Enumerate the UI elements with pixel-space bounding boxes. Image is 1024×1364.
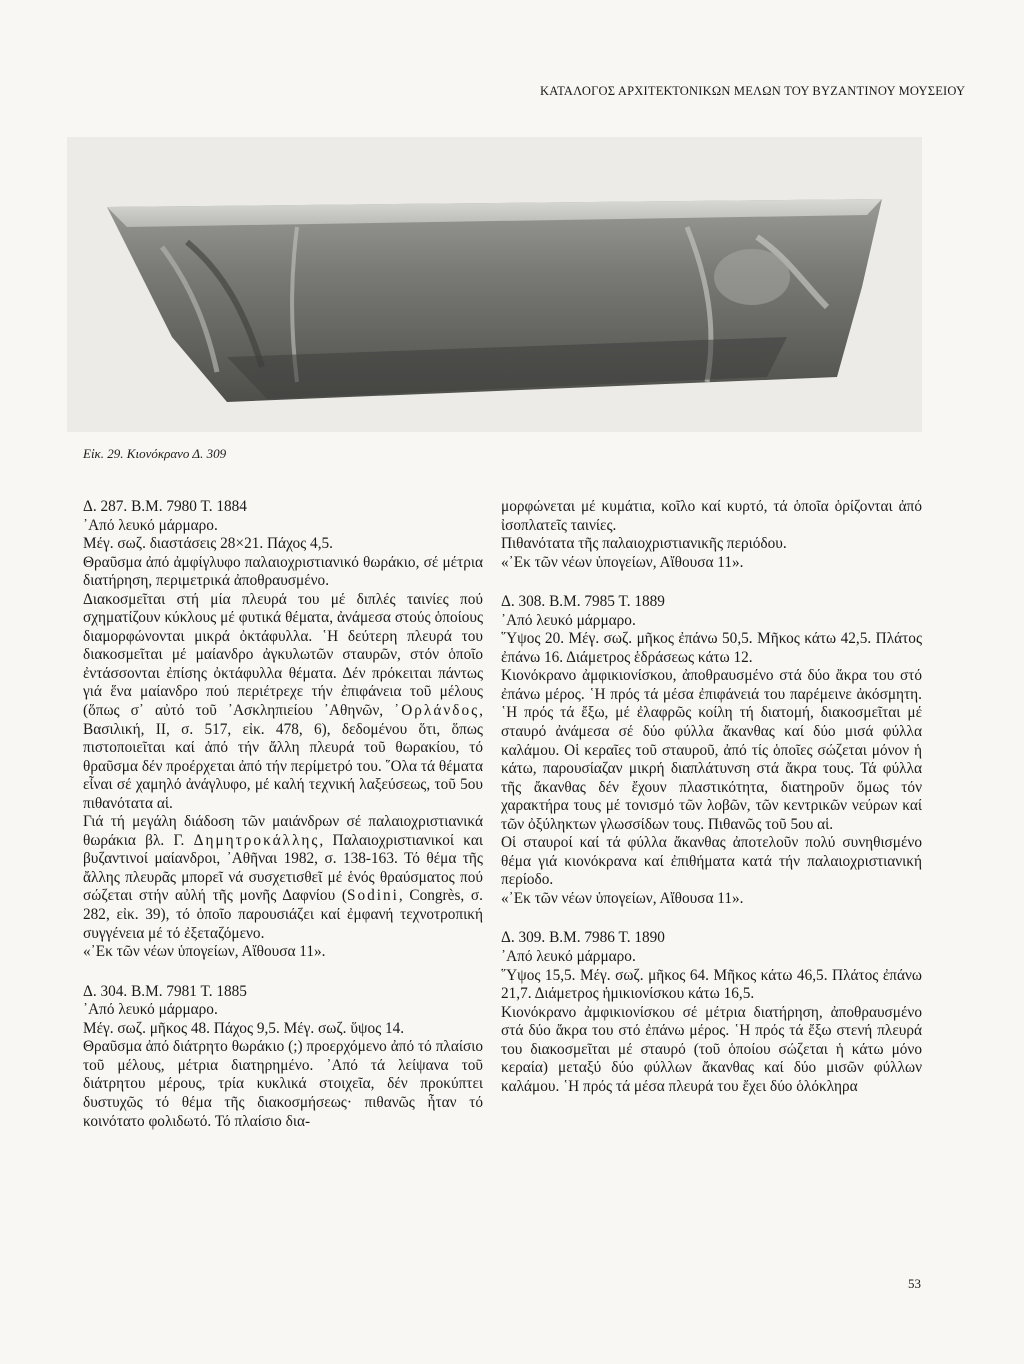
entry-309-description: Κιονόκρανο ἀμφικιονίσκου σέ μέτρια διατήρηση, ἀποθραυσμένο στά δύο ἄκρα του στό ἐπάνω μέρος. ῾Η πρός τά ἔξω στενή πλευρά του διακοσμεῖται μέ σταυρό (τοῦ ὁποίου σώζεται ἡ κάτω μόνο κεραία) μεταξύ δύο φύλλων ἄκανθας καί δύο μισῶν φύλλων καλάμου. ῾Η πρός τά μέσα πλευρά του ἔχει δύο ὁλόκληρα: [501, 1003, 922, 1095]
entry-308-material: ᾿Από λευκό μάρμαρο.: [501, 611, 636, 629]
author-sodini: Sodini: [346, 887, 399, 905]
entry-287-decoration-cont: , Βασιλική, ΙΙ, σ. 517, εἰκ. 478, 6), δεδομένου ὅτι, ὅπως πιστοποιεῖται καί ἀπό τήν ἄλλη πλευρά τοῦ θωρακίου, τό θραῦσμα δέν προέρχεται ἀπό τήν περίμετρό του. ῞Ολα τά θέματα εἶναι σέ χαμηλό ἀνάγλυφο, μέ καλή τεχνική λαξεύσεως, τοῦ 5ου πιθανότατα αἱ.: [83, 702, 483, 812]
entry-287-comparanda: [83, 813, 483, 943]
entry-308-comparanda: Οἱ σταυροί καί τά φύλλα ἄκανθας ἀποτελοῦν πολύ συνηθισμένο θέμα γιά κιονόκρανα καί ἐπιθήματα κατά τήν παλαιοχριστιανική περίοδο.: [501, 834, 922, 889]
entry-304-material: ᾿Από λευκό μάρμαρο.: [83, 1001, 218, 1019]
capital-photo-graphic: [67, 137, 922, 432]
figure-caption: Εἰκ. 29. Κιονόκρανο Δ. 309: [83, 446, 227, 461]
entry-308-dimensions: ῞Υψος 20. Μέγ. σωζ. μῆκος ἐπάνω 50,5. Μῆκος κάτω 42,5. Πλάτος ἐπάνω 16. Διάμετρος ἑδράσεως κάτω 12.: [501, 630, 922, 666]
page-number: 53: [908, 1276, 921, 1291]
author-dimitrokallis: Δημητροκάλλης: [193, 831, 320, 849]
entry-304-description: Θραῦσμα ἀπό διάτρητο θωράκιο (;) προερχόμενο ἀπό τό πλαίσιο τοῦ μέλους, μέτρια διατηρημένο. ᾿Από τά λείψανα τοῦ διάτρητου μέρους, τρία κυκλικά στοιχεῖα, δέν προκύπτει δυστυχῶς τό θέμα τῆς διακοσμήσεως· πιθανῶς ἦταν τό κοινότατο φολιδωτό. Τό πλαίσιο δια-: [83, 1038, 483, 1130]
entry-309-dimensions: ῞Υψος 15,5. Μέγ. σωζ. μῆκος 64. Μῆκος κάτω 46,5. Πλάτος ἐπάνω 21,7. Διάμετρος ἡμικιονίσκου κάτω 16,5.: [501, 966, 922, 1003]
entry-287-material: ᾿Από λευκό μάρμαρο.: [83, 516, 218, 534]
entry-304-continuation: μορφώνεται μέ κυμάτια, κοῖλο καί κυρτό, τά ὁποῖα ὁρίζονται ἀπό ἰσοπλατεῖς ταινίες.: [501, 498, 922, 534]
entry-287-comparanda-end: , Congrès, σ. 282, εἰκ. 39), τό ὁποῖο παρουσιάζει καί ἐμφανή τεχνοτροπική συγγένεια μέ τό ἐξεταζόμενο.: [83, 887, 483, 942]
entry-304-dating: Πιθανότατα τῆς παλαιοχριστιανικῆς περιόδου.: [501, 535, 787, 553]
entry-287-comparanda-text: Γιά τή μεγάλη διάδοση τῶν μαιάνδρων σέ παλαιοχριστιανικά θωράκια βλ. Γ.: [83, 813, 483, 849]
author-orlandos: ᾿Ορλάνδος: [394, 702, 480, 720]
entry-308-heading: Δ. 308. Β.Μ. 7985 Τ. 1889: [501, 593, 665, 611]
running-header: ΚΑΤΑΛΟΓΟΣ ΑΡΧΙΤΕΚΤΟΝΙΚΩΝ ΜΕΛΩΝ ΤΟΥ ΒΥΖΑΝΤΙΝΟΥ ΜΟΥΣΕΙΟΥ: [540, 84, 966, 98]
entry-309-heading: Δ. 309. Β.Μ. 7986 Τ. 1890: [501, 929, 665, 947]
right-column: [501, 498, 922, 1096]
entry-287-decoration: [83, 591, 483, 814]
entry-304-dimensions: Μέγ. σωζ. μῆκος 48. Πάχος 9,5. Μέγ. σωζ. ὕψος 14.: [83, 1019, 405, 1037]
entry-308-provenance: «᾿Εκ τῶν νέων ὑπογείων, Αἴθουσα 11».: [501, 889, 744, 907]
entry-308-description: Κιονόκρανο ἀμφικιονίσκου, ἀποθραυσμένο στά δύο ἄκρα του στό ἐπάνω μέρος. ῾Η πρός τά μέσα ἐπιφάνειά του παρέμεινε ἀκόσμητη. ῾Η πρός τά ἔξω, μέ ἐλαφρῶς κοίλη τή διατομή, διακοσμεῖται μέ σταυρό ἀνάμεσα σέ δύο φύλλα ἄκανθας καί δύο μισά φύλλα καλάμου. Οἱ κεραῖες τοῦ σταυροῦ, ἀπό τίς ὁποῖες σώζεται μόνον ἡ κάτω, παρουσίαζαν μικρή διαπλάτυνση στά ἄκρα τους. Τά φύλλα τῆς ἄκανθας δέν ἔχουν πλαστικότητα, διατηροῦν ὅμως τόν χαρακτήρα τους μέ τονισμό τῶν λοβῶν, τῶν κεντρικῶν νεύρων καί τῶν ὀξύληκτων γλωσσίδων τους. Πιθανῶς τοῦ 5ου αἱ.: [501, 667, 922, 833]
entry-287-provenance: «᾿Εκ τῶν νέων ὑπογείων, Αἴθουσα 11».: [83, 943, 326, 961]
entry-304-heading: Δ. 304. Β.Μ. 7981 Τ. 1885: [83, 982, 247, 1000]
entry-287-description: Θραῦσμα ἀπό ἀμφίγλυφο παλαιοχριστιανικό θωράκιο, σέ μέτρια διατήρηση, περιμετρικά ἀποθραυσμένο.: [83, 553, 483, 590]
left-column: [83, 498, 483, 1131]
entry-287-decoration-text: Διακοσμεῖται στή μία πλευρά του μέ διπλές ταινίες πού σχηματίζουν κύκλους μέ φυτικά θέματα, ἀνάμεσα στούς ὁποίους διαμορφώνονται μικρά ὀκτάφυλλα. ῾Η δεύτερη πλευρά του διακοσμεῖται μέ μαίανδρο ἀγκυλωτῶν σταυρῶν, στόν ὁποῖο ἐντάσσονται ἐπίσης ὀκτάφυλλα θέματα. Δέν πρόκειται πάντως γιά ἕνα μαίανδρο πού περιέτρεχε τήν ἐπιφάνεια τοῦ μέλους (ὅπως σ᾿ αὐτό τοῦ ᾿Ασκληπιείου ᾿Αθηνῶν,: [83, 590, 483, 720]
entry-287-dimensions: Μέγ. σωζ. διαστάσεις 28×21. Πάχος 4,5.: [83, 535, 334, 553]
entry-309-material: ᾿Από λευκό μάρμαρο.: [501, 948, 636, 966]
entry-287-comparanda-cont: , Παλαιοχριστιανικοί και βυζαντινοί μαίανδροι, ᾿Αθῆναι 1982, σ. 138-163. Τό θέμα τῆς ἄλλης πλευρᾶς μπορεῖ νά συσχετισθεῖ μέ ἑνός θραύσματος πού σώζεται στήν αὐλή τῆς μονῆς Δαφνίου (: [83, 831, 484, 905]
figure-photo: [67, 137, 922, 432]
entry-287-heading: Δ. 287. Β.Μ. 7980 Τ. 1884: [83, 498, 247, 515]
entry-304-provenance: «᾿Εκ τῶν νέων ὑπογείων, Αἴθουσα 11».: [501, 553, 744, 571]
